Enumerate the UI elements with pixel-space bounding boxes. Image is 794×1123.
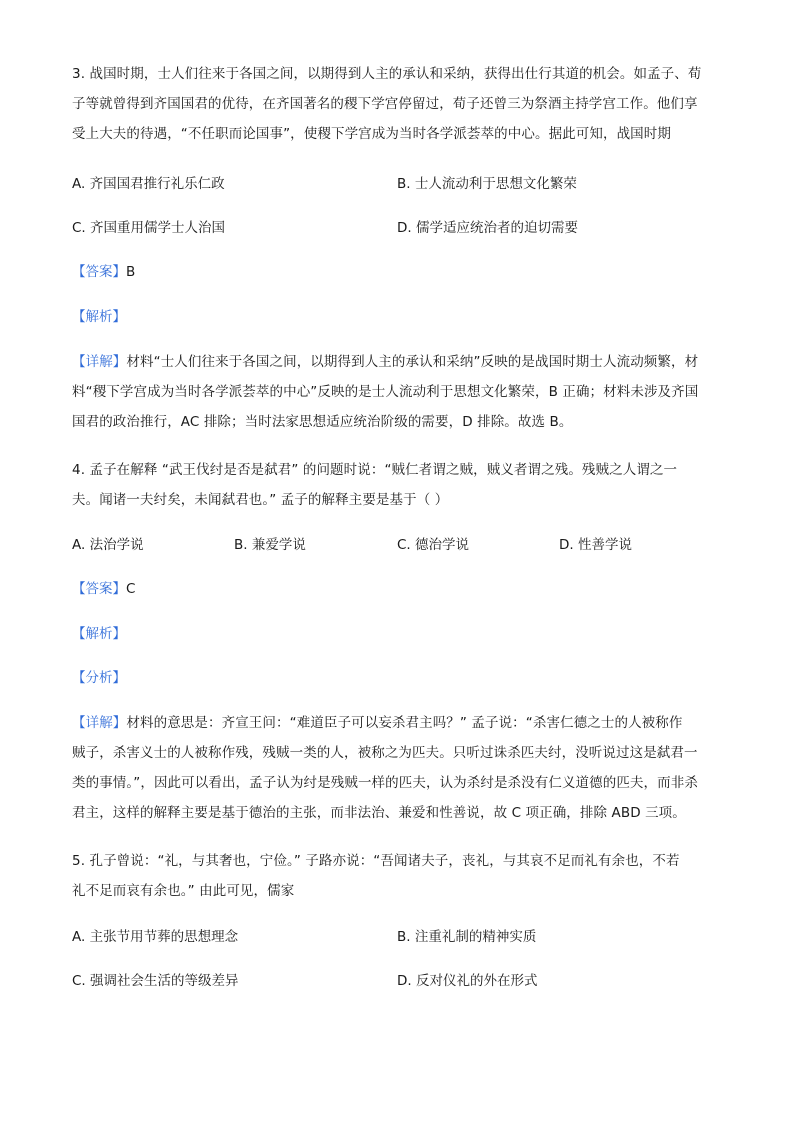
question-4-detail-line-1: 材料的意思是：齐宣王问：“难道臣子可以妄杀君主吗？” 孟子说：“杀害仁德之士的人被称作 <box>126 715 683 731</box>
question-5-stem <box>72 846 724 906</box>
question-3-option-d: D. 儒学适应统治者的迫切需要 <box>397 220 578 236</box>
answer-label: 【答案】 <box>72 581 126 597</box>
question-5-option-c: C. 强调社会生活的等级差异 <box>72 973 239 989</box>
question-3-line-2: 子等就曾得到齐国国君的优待，在齐国著名的稷下学宫停留过，荀子还曾三为祭酒主持学宫工作。他们享 <box>72 96 698 112</box>
question-3-detail <box>72 347 724 437</box>
question-4-option-c: C. 德治学说 <box>397 537 470 553</box>
question-5-option-b: B. 注重礼制的精神实质 <box>397 929 537 945</box>
question-3-detail-line-2: 料“稷下学宫成为当时各学派荟萃的中心”反映的是士人流动利于思想文化繁荣，B 正确；材料未涉及齐国 <box>72 384 699 400</box>
question-5-line-2: 礼不足而哀有余也。” 由此可见，儒家 <box>72 883 295 899</box>
question-3-detail-line-3: 国君的政治推行，AC 排除；当时法家思想适应统治阶级的需要，D 排除。故选 B。 <box>72 414 573 430</box>
question-4-detail <box>72 708 724 828</box>
question-4-detail-line-4: 君主，这样的解释主要是基于德治的主张，而非法治、兼爱和性善说，故 C 项正确，排除 ABD 三项。 <box>72 805 686 821</box>
question-4-option-a: A. 法治学说 <box>72 537 144 553</box>
question-4-detail-line-3: 类的事情。”，因此可以看出，孟子认为纣是残贼一样的匹夫，认为杀纣是杀没有仁义道德的匹夫，而非杀 <box>72 775 698 791</box>
analysis-label: 【解析】 <box>72 309 126 325</box>
question-4-stem <box>72 455 724 515</box>
question-4-line-1: 4. 孟子在解释 “武王伐纣是否是弑君” 的问题时说：“贼仁者谓之贼，贼义者谓之残。残贼之人谓之一 <box>72 462 678 478</box>
question-3-stem <box>72 59 724 149</box>
question-3-detail-line-1: 材料“士人们往来于各国之间，以期得到人主的承认和采纳”反映的是战国时期士人流动频繁，材 <box>126 354 699 370</box>
question-5-option-d: D. 反对仪礼的外在形式 <box>397 973 538 989</box>
question-4-detail-line-2: 贼子，杀害义士的人被称作残，残贼一类的人，被称之为匹夫。只听过诛杀匹夫纣，没听说过这是弑君一 <box>72 745 698 761</box>
question-5-option-a: A. 主张节用节葬的思想理念 <box>72 929 239 945</box>
question-4-line-2: 夫。闻诸一夫纣矣，未闻弑君也。” 孟子的解释主要是基于（ ） <box>72 492 449 508</box>
question-3-answer <box>72 262 135 282</box>
answer-value: C <box>126 581 136 597</box>
detail-label: 【详解】 <box>72 354 127 370</box>
question-5-line-1: 5. 孔子曾说：“礼，与其奢也，宁俭。” 子路亦说：“吾闻诸夫子，丧礼，与其哀不足而礼有余也，不若 <box>72 853 680 869</box>
detail-label: 【详解】 <box>72 715 127 731</box>
analysis-sub-label: 【分析】 <box>72 670 126 686</box>
question-4-option-d: D. 性善学说 <box>559 537 632 553</box>
question-4-analysis-2 <box>72 668 126 688</box>
question-4-option-b: B. 兼爱学说 <box>234 537 306 553</box>
question-3-option-b: B. 士人流动利于思想文化繁荣 <box>397 176 577 192</box>
question-3-line-3: 受上大夫的待遇，“不任职而论国事”，使稷下学宫成为当时各学派荟萃的中心。据此可知，战国时期 <box>72 126 671 142</box>
question-3-option-a: A. 齐国国君推行礼乐仁政 <box>72 176 225 192</box>
question-4-analysis <box>72 624 126 644</box>
answer-value: B <box>126 264 136 280</box>
question-3-line-1: 3. 战国时期，士人们往来于各国之间，以期得到人主的承认和采纳，获得出仕行其道的机会。如孟子、荀 <box>72 66 702 82</box>
answer-label: 【答案】 <box>72 264 126 280</box>
question-3-analysis <box>72 307 126 327</box>
analysis-label: 【解析】 <box>72 626 126 642</box>
question-3-option-c: C. 齐国重用儒学士人治国 <box>72 220 226 236</box>
question-4-answer <box>72 579 135 599</box>
